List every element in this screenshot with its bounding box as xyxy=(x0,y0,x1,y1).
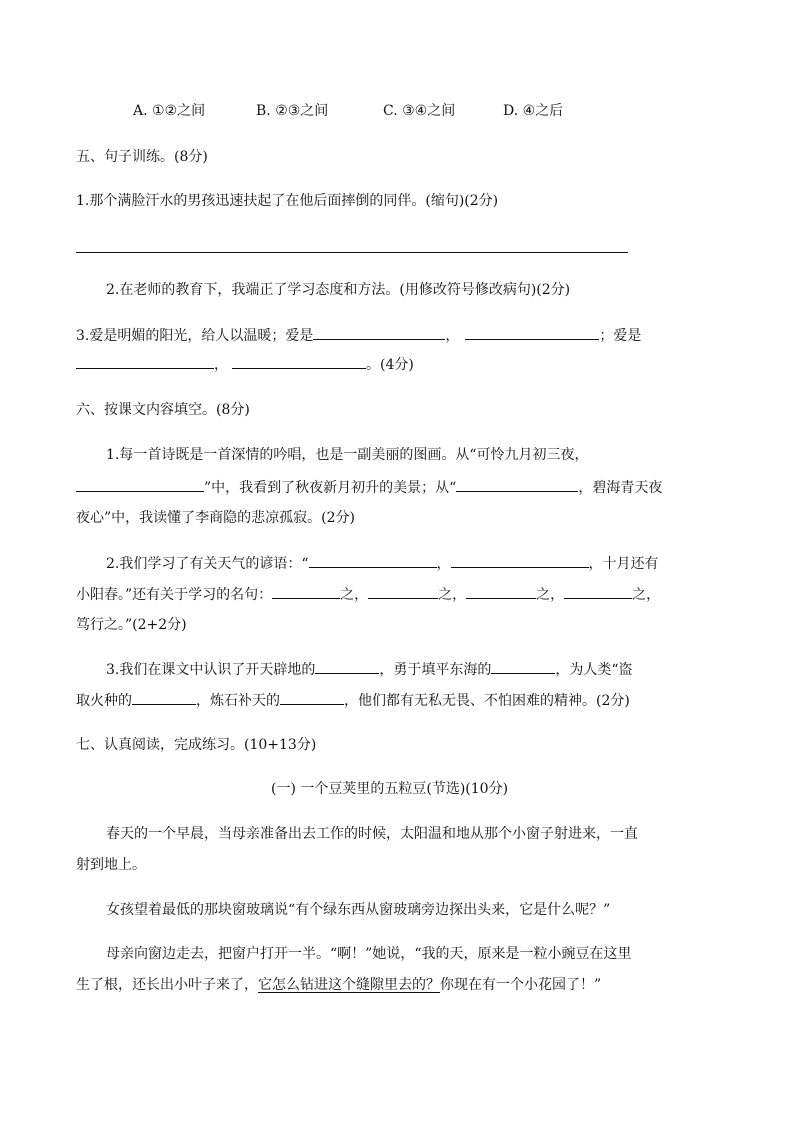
option-b-text: ②③之间 xyxy=(275,103,329,119)
s5-q3-text-a: 3.爱是明媚的阳光，给人以温暖；爱是 xyxy=(76,328,314,344)
passage-paragraph-1-line1: 春天的一个早晨，当母亲准备出去工作的时候，太阳温和地从那个小窗子射进来，一直 xyxy=(106,826,638,842)
passage-title: (一) 一个豆荚里的五粒豆(节选)(10分) xyxy=(271,781,509,797)
s6-q3-blank-1[interactable] xyxy=(315,659,379,674)
s5-q3-blank-3[interactable] xyxy=(76,354,214,369)
s5-q3-blank-1[interactable] xyxy=(313,325,445,340)
choice-options xyxy=(133,101,563,121)
option-a-letter: A. xyxy=(133,103,148,119)
s5-q3-text-c: ；爱是 xyxy=(599,328,642,344)
s6-q3-text-d: 取火种的 xyxy=(76,693,132,709)
s6-q1-text-b: ”中，我看到了秋夜新月初升的美景；从“ xyxy=(204,480,457,496)
s6-q3-blank-4[interactable] xyxy=(280,690,344,705)
s6-q3-text-a: 3.我们在课文中认识了开天辟地的 xyxy=(106,662,316,678)
s6-q2-text-h: 之， xyxy=(632,587,661,603)
underlined-sentence: 它怎么钻进这个缝隙里去的？ xyxy=(258,977,440,993)
option-d xyxy=(503,101,563,121)
s5-question-2: 2.在老师的教育下，我端正了学习态度和方法。(用修改符号修改病句)(2分) xyxy=(106,282,571,298)
s6-question-2-line2 xyxy=(76,584,660,605)
s6-q3-text-e: ，炼石补天的 xyxy=(196,693,280,709)
s6-q2-blank-6[interactable] xyxy=(564,584,632,599)
s5-q1-answer-line[interactable] xyxy=(76,252,628,253)
option-a xyxy=(133,101,256,121)
s6-q3-text-f: ，他们都有无私无畏、不怕困难的精神。(2分) xyxy=(344,693,630,709)
s6-q2-blank-3[interactable] xyxy=(272,584,340,599)
s6-question-1-line3: 夜心”中，我读懂了李商隐的悲凉孤寂。(2分) xyxy=(76,510,355,526)
option-a-text: ①②之间 xyxy=(152,103,206,119)
s6-q2-text-b: ， xyxy=(436,556,451,572)
s5-q3-blank-2[interactable] xyxy=(465,325,599,340)
s6-q3-blank-3[interactable] xyxy=(132,690,196,705)
option-d-text: ④之后 xyxy=(522,103,564,119)
p3-text-post: 你现在有一个小花园了！” xyxy=(440,977,602,993)
s5-q3-text-d: ， xyxy=(214,357,228,373)
s6-q1-blank-1[interactable] xyxy=(76,477,204,492)
s6-question-2-line1 xyxy=(106,553,659,574)
option-b-letter: B. xyxy=(256,103,271,119)
s6-q2-blank-1[interactable] xyxy=(309,553,437,568)
s6-q3-blank-2[interactable] xyxy=(491,659,555,674)
s6-q1-blank-2[interactable] xyxy=(456,477,578,492)
s6-q2-text-g: 之， xyxy=(536,587,565,603)
s6-question-3-line1 xyxy=(106,659,633,680)
option-c-letter: C. xyxy=(383,103,398,119)
option-c xyxy=(383,101,503,121)
section-6-heading: 六、按课文内容填空。(8分) xyxy=(76,402,250,418)
s5-question-3-line2 xyxy=(76,354,414,375)
s5-q3-blank-4[interactable] xyxy=(232,354,366,369)
s6-q2-text-c: ，十月还有 xyxy=(588,556,659,572)
s5-question-3-line1 xyxy=(76,325,641,346)
s6-q3-text-b: ，勇于填平东海的 xyxy=(379,662,492,678)
option-c-text: ③④之间 xyxy=(402,103,456,119)
passage-paragraph-3-line2 xyxy=(76,975,601,995)
s6-question-1-line1: 1.每一首诗既是一首深情的吟唱，也是一副美丽的图画。从“可怜九月初三夜， xyxy=(106,447,589,463)
passage-paragraph-1-line2: 射到地上。 xyxy=(76,857,146,873)
s6-q2-text-e: 之， xyxy=(340,587,369,603)
s6-q2-blank-4[interactable] xyxy=(368,584,438,599)
s6-q2-blank-5[interactable] xyxy=(466,584,536,599)
option-b xyxy=(256,101,383,121)
passage-paragraph-2: 女孩望着最低的那块窗玻璃说“有个绿东西从窗玻璃旁边探出头来，它是什么呢？” xyxy=(106,902,611,918)
option-d-letter: D. xyxy=(503,103,519,119)
section-7-heading: 七、认真阅读，完成练习。(10+13分) xyxy=(76,737,317,753)
s6-q2-blank-2[interactable] xyxy=(451,553,589,568)
s5-q3-text-b: ， xyxy=(445,328,460,344)
s6-question-2-line3: 笃行之。”(2+2分) xyxy=(76,617,187,633)
passage-paragraph-3-line1: 母亲向窗边走去，把窗户打开一半。“啊！”她说，“我的天，原来是一粒小豌豆在这里 xyxy=(106,946,632,962)
s6-question-3-line2 xyxy=(76,690,630,711)
s5-q3-text-e: 。(4分) xyxy=(366,357,414,373)
p3-text-pre: 生了根，还长出小叶子来了， xyxy=(76,977,258,993)
s6-q3-text-c: ，为人类“盗 xyxy=(555,662,633,678)
section-5-heading: 五、句子训练。(8分) xyxy=(76,149,208,165)
s6-q2-text-a: 2.我们学习了有关天气的谚语：“ xyxy=(106,556,309,572)
s6-q1-text-c: ，碧海青天夜 xyxy=(578,480,663,496)
s6-question-1-line2 xyxy=(76,477,662,498)
s5-question-1: 1.那个满脸汗水的男孩迅速扶起了在他后面摔倒的同伴。(缩句)(2分) xyxy=(76,193,499,209)
s6-q2-text-f: 之， xyxy=(438,587,467,603)
s6-q2-text-d: 小阳春。”还有关于学习的名句： xyxy=(76,587,273,603)
